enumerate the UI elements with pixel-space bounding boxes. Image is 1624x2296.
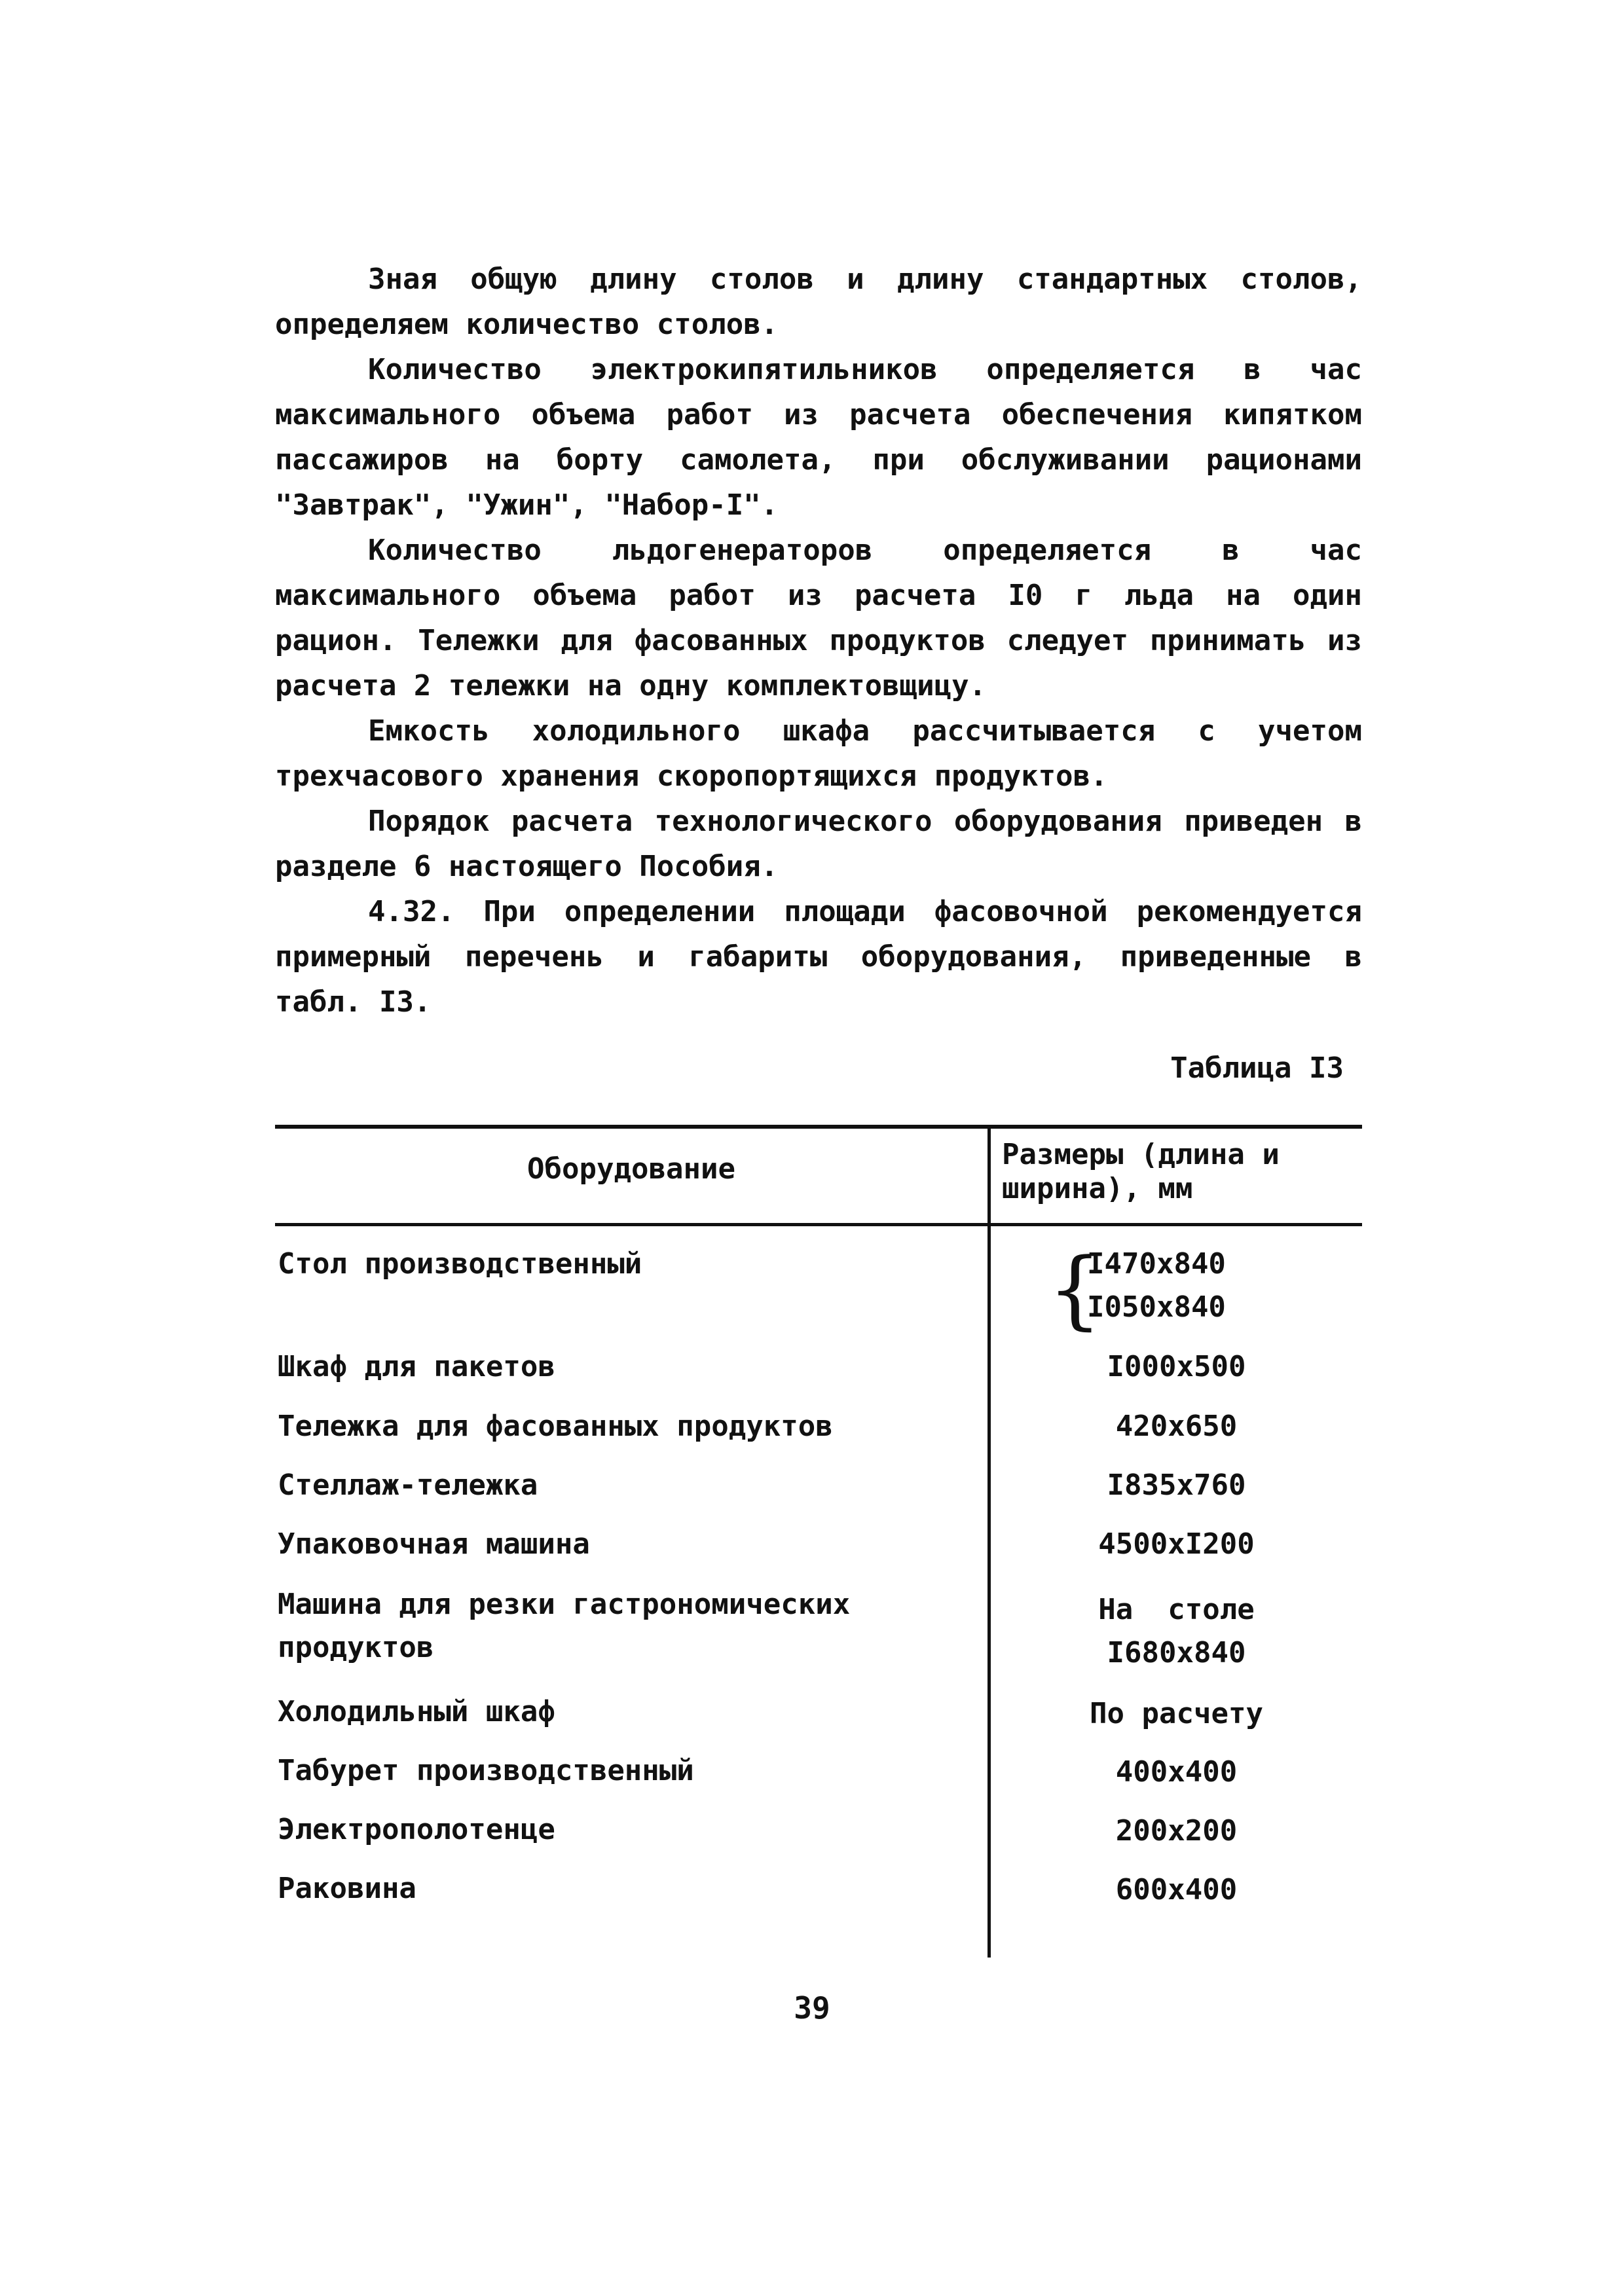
row-name: Холодильный шкаф [278, 1695, 555, 1728]
header-size-line: ширина), мм [1002, 1172, 1193, 1205]
header-equipment: Оборудование [527, 1152, 735, 1186]
row-name-line: Машина для резки гастрономических [278, 1588, 851, 1621]
row-name: Электрополотенце [278, 1813, 555, 1846]
row-name-line: продуктов [278, 1631, 434, 1664]
row-name: Раковина [278, 1872, 416, 1905]
row-size: По расчету [1090, 1697, 1263, 1730]
brace-icon: { [1048, 1239, 1102, 1339]
row-name: Табурет производственный [278, 1754, 694, 1787]
row-size: I470x840 [1087, 1247, 1226, 1281]
body-text [275, 257, 1362, 1025]
row-size: I835x760 [1107, 1468, 1246, 1502]
paragraph: 4.32. При определении площади фасовочной рекомендуется примерный перечень и габариты оборудования, приведенные в табл. I3. [275, 895, 1362, 1019]
row-size: 420x650 [1115, 1410, 1238, 1443]
row-size [991, 1588, 1362, 1675]
paragraph: Количество льдогенераторов определяется в час максимального объема работ из расчета I0 г льда на один рацион. Тележки для фасованных продуктов следует принимать из расчета 2 тележки на одну комплектовщицу. [275, 534, 1362, 702]
row-name [278, 1583, 972, 1669]
row-size: 400x400 [1115, 1755, 1238, 1789]
table-top-rule [275, 1125, 1362, 1129]
row-name: Шкаф для пакетов [278, 1350, 555, 1383]
row-name: Тележка для фасованных продуктов [278, 1410, 833, 1443]
header-size-line: Размеры (длина и [1002, 1138, 1280, 1171]
row-name: Стеллаж-тележка [278, 1468, 538, 1502]
paragraph: Емкость холодильного шкафа рассчитывается с учетом трехчасового хранения скоропортящихся продуктов. [275, 714, 1362, 793]
table-caption: Таблица I3 [1170, 1051, 1344, 1085]
row-name: Упаковочная машина [278, 1527, 590, 1561]
row-size: I000x500 [1107, 1350, 1246, 1383]
row-size: 200x200 [1115, 1814, 1238, 1848]
row-size-line: I680x840 [1107, 1636, 1246, 1669]
paragraph: Количество электрокипятильников определяется в час максимального объема работ из расчета обеспечения кипятком пассажиров на борту самолета, при обслуживании рационами "Завтрак", "Ужин", "Набор-I". [275, 353, 1362, 522]
row-size: I050x840 [1087, 1290, 1226, 1324]
size-group [1048, 1239, 1323, 1339]
row-size: 4500xI200 [1098, 1527, 1255, 1561]
paragraph: Порядок расчета технологического оборудования приведен в разделе 6 настоящего Пособия. [275, 805, 1362, 883]
row-size-line: На столе [1098, 1593, 1255, 1626]
row-name: Стол производственный [278, 1247, 642, 1281]
page-number: 39 [794, 1990, 830, 2026]
table-header-rule [275, 1223, 1362, 1226]
header-size [1002, 1138, 1369, 1206]
paragraph: Зная общую длину столов и длину стандартных столов, определяем количество столов. [275, 263, 1362, 341]
row-size: 600x400 [1115, 1873, 1238, 1906]
